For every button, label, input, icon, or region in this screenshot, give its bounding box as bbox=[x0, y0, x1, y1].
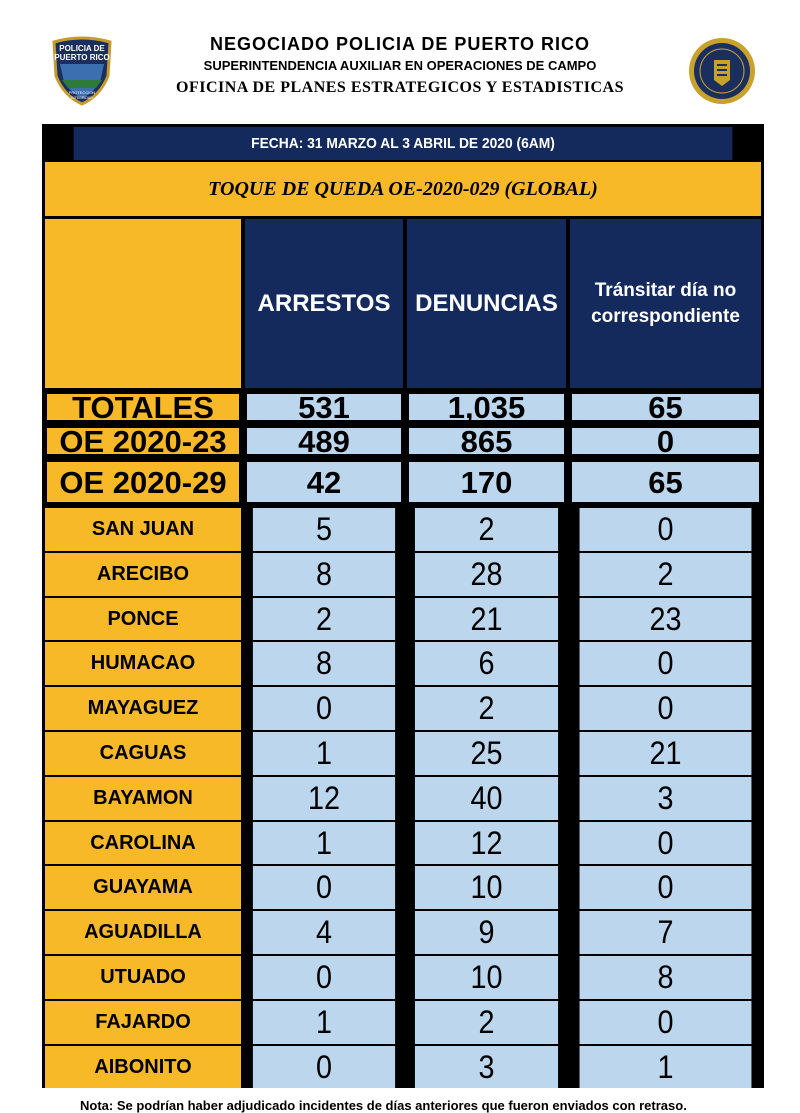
district-value-transitar: 21 bbox=[580, 732, 752, 775]
summary-value-arrestos: 42 bbox=[245, 460, 403, 504]
district-value-transitar: 23 bbox=[580, 598, 752, 640]
district-value-arrestos: 8 bbox=[253, 642, 395, 685]
district-row-label: SAN JUAN bbox=[45, 508, 241, 551]
district-value-arrestos: 2 bbox=[253, 598, 395, 640]
district-value-arrestos: 0 bbox=[253, 956, 395, 999]
district-value-denuncias: 2 bbox=[415, 1001, 558, 1044]
district-value-denuncias: 2 bbox=[415, 508, 558, 551]
district-row-label: BAYAMON bbox=[45, 777, 241, 820]
district-value-arrestos: 0 bbox=[253, 687, 395, 730]
district-row-label: UTUADO bbox=[45, 956, 241, 999]
office-title: OFICINA DE PLANES ESTRATEGICOS Y ESTADISTICAS bbox=[176, 79, 624, 96]
district-value-arrestos: 8 bbox=[253, 553, 395, 596]
badge-line-1: POLICIA DE bbox=[59, 44, 105, 53]
district-value-denuncias: 6 bbox=[415, 642, 558, 685]
curfew-statistics-table bbox=[42, 124, 764, 1088]
district-value-transitar: 3 bbox=[580, 777, 752, 820]
district-value-transitar: 0 bbox=[580, 866, 752, 909]
district-value-arrestos: 1 bbox=[253, 1001, 395, 1044]
district-value-transitar: 0 bbox=[580, 1001, 752, 1044]
district-value-arrestos: 5 bbox=[253, 508, 395, 551]
district-row-label: ARECIBO bbox=[45, 553, 241, 596]
district-row-label: FAJARDO bbox=[45, 1001, 241, 1044]
district-value-denuncias: 21 bbox=[415, 598, 558, 640]
district-row-label: PONCE bbox=[45, 598, 241, 640]
date-banner: FECHA: 31 MARZO AL 3 ABRIL DE 2020 (6AM) bbox=[74, 127, 733, 160]
district-value-arrestos: 0 bbox=[253, 866, 395, 909]
summary-value-transitar: 65 bbox=[570, 460, 761, 504]
badge-line-2: PUERTO RICO bbox=[54, 53, 110, 62]
summary-value-arrestos: 489 bbox=[245, 426, 403, 456]
district-value-arrestos: 1 bbox=[253, 822, 395, 864]
district-value-denuncias: 40 bbox=[415, 777, 558, 820]
district-value-arrestos: 12 bbox=[253, 777, 395, 820]
district-value-transitar: 7 bbox=[580, 911, 752, 954]
district-row-label: AIBONITO bbox=[45, 1046, 241, 1088]
district-value-transitar: 0 bbox=[580, 642, 752, 685]
district-row-label: HUMACAO bbox=[45, 642, 241, 685]
district-value-denuncias: 9 bbox=[415, 911, 558, 954]
district-value-denuncias: 25 bbox=[415, 732, 558, 775]
district-value-denuncias: 3 bbox=[415, 1046, 558, 1088]
document-header bbox=[0, 0, 800, 120]
district-value-denuncias: 12 bbox=[415, 822, 558, 864]
district-value-denuncias: 28 bbox=[415, 553, 558, 596]
summary-row-label: OE 2020-23 bbox=[45, 426, 241, 456]
district-value-denuncias: 2 bbox=[415, 687, 558, 730]
district-value-arrestos: 4 bbox=[253, 911, 395, 954]
curfew-title-banner: TOQUE DE QUEDA OE-2020-029 (GLOBAL) bbox=[45, 162, 761, 216]
district-value-transitar: 1 bbox=[580, 1046, 752, 1088]
district-value-transitar: 0 bbox=[580, 687, 752, 730]
district-row-label: AGUADILLA bbox=[45, 911, 241, 954]
summary-value-transitar: 65 bbox=[570, 392, 761, 422]
column-header-transitar: Tránsitar día no correspondiente bbox=[570, 219, 761, 388]
column-header-denuncias: DENUNCIAS bbox=[407, 219, 566, 388]
summary-row-label: OE 2020-29 bbox=[45, 460, 241, 504]
district-row-label: CAGUAS bbox=[45, 732, 241, 775]
district-value-transitar: 8 bbox=[580, 956, 752, 999]
district-row-label: CAROLINA bbox=[45, 822, 241, 864]
summary-value-denuncias: 865 bbox=[407, 426, 566, 456]
seal-icon bbox=[684, 36, 760, 106]
district-value-denuncias: 10 bbox=[415, 956, 558, 999]
summary-value-denuncias: 1,035 bbox=[407, 392, 566, 422]
badge-line-3: PROTECCION bbox=[68, 90, 96, 95]
footnote: Nota: Se podrían haber adjudicado incidentes de días anteriores que fueron enviados con retraso. bbox=[80, 1098, 687, 1113]
badge-line-4: INTEGRIDAD bbox=[71, 96, 93, 100]
district-value-transitar: 0 bbox=[580, 822, 752, 864]
summary-value-denuncias: 170 bbox=[407, 460, 566, 504]
column-header-arrestos: ARRESTOS bbox=[245, 219, 403, 388]
header-blank-cell bbox=[45, 219, 241, 388]
agency-subtitle: SUPERINTENDENCIA AUXILIAR EN OPERACIONES DE CAMPO bbox=[203, 58, 597, 73]
district-row-label: GUAYAMA bbox=[45, 866, 241, 909]
summary-value-arrestos: 531 bbox=[245, 392, 403, 422]
district-row-label: MAYAGUEZ bbox=[45, 687, 241, 730]
district-value-denuncias: 10 bbox=[415, 866, 558, 909]
district-value-arrestos: 1 bbox=[253, 732, 395, 775]
district-value-transitar: 2 bbox=[580, 553, 752, 596]
summary-row-label: TOTALES bbox=[45, 392, 241, 422]
agency-title: NEGOCIADO POLICIA DE PUERTO RICO bbox=[209, 34, 591, 54]
summary-value-transitar: 0 bbox=[570, 426, 761, 456]
district-value-arrestos: 0 bbox=[253, 1046, 395, 1088]
district-value-transitar: 0 bbox=[580, 508, 752, 551]
